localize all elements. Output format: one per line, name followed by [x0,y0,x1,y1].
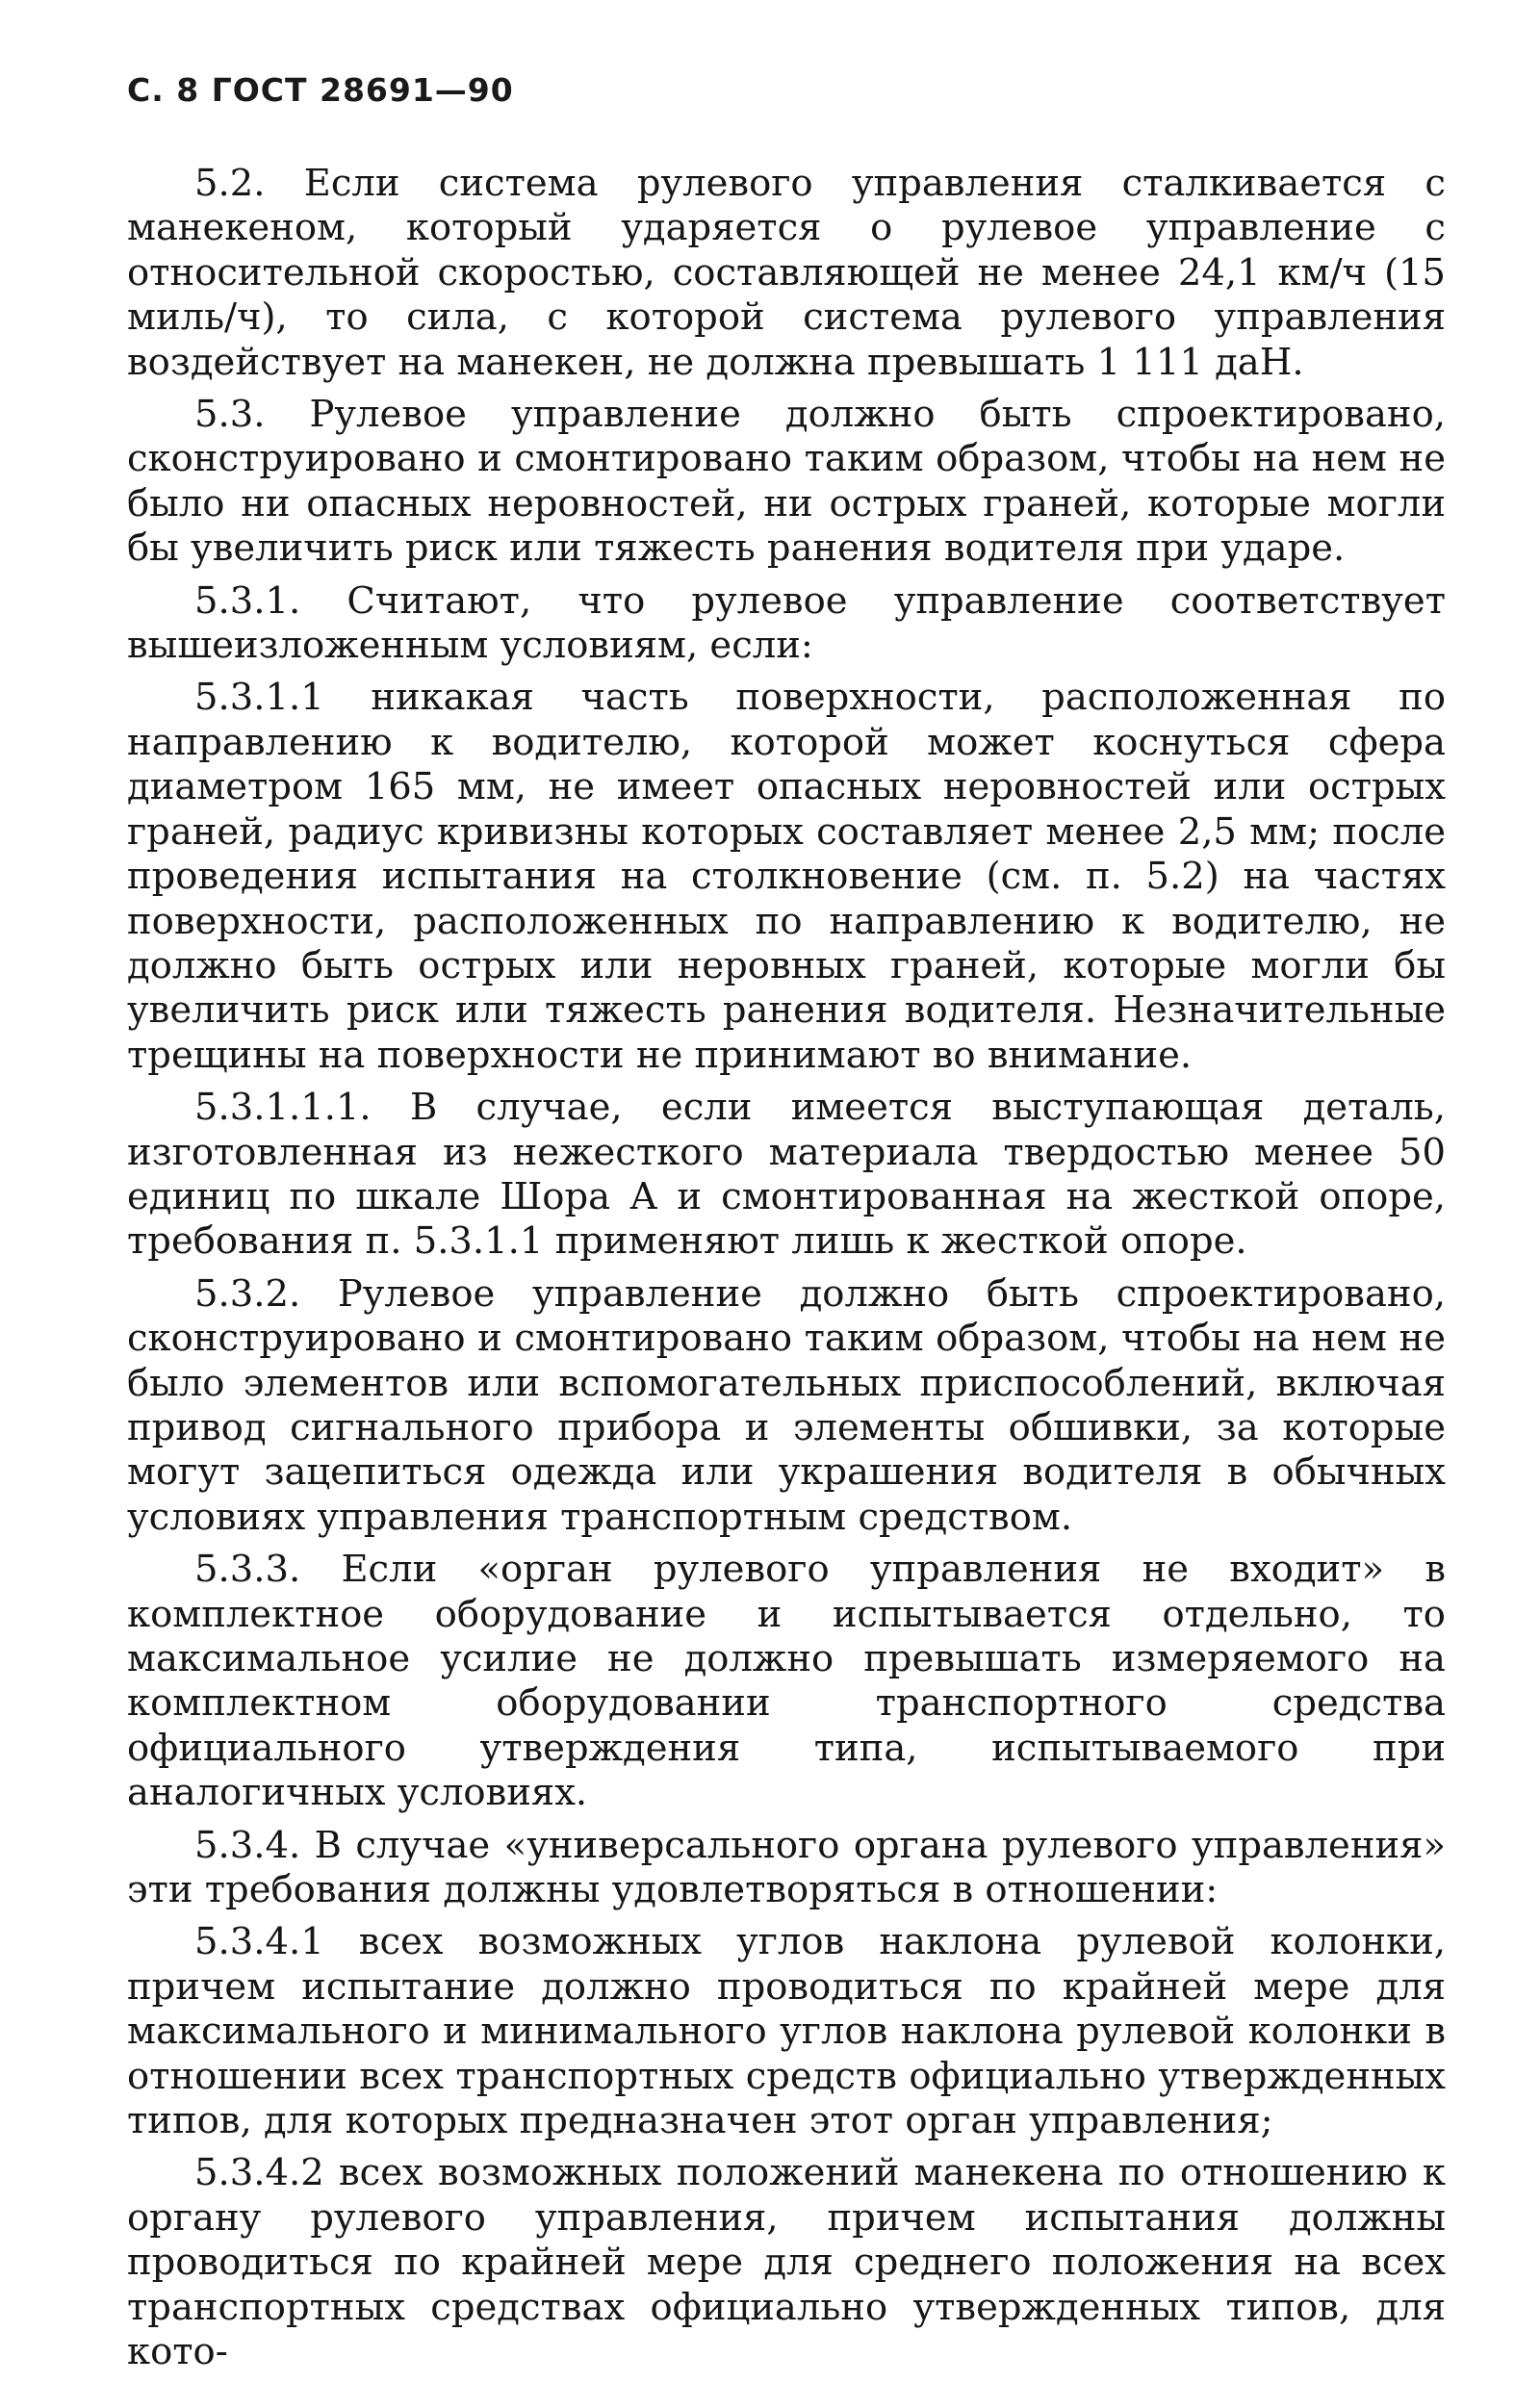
paragraph-5-3-1-1: 5.3.1.1 никакая часть поверхности, расположенная по направлению к водителю, которой может коснуться сфера диаметром 165 мм, не имеет опасных неровностей или острых граней, радиус кривизны которых составляет менее 2,5 мм; после проведения испытания на столкновение (см. п. 5.2) на частях поверхности, расположенных по направлению к водителю, не должно быть острых или неровных граней, которые могли бы увеличить риск или тяжесть ранения водителя. Незначительные трещины на поверхности не принимают во внимание. [127,676,1446,1077]
paragraph-5-3-1: 5.3.1. Считают, что рулевое управление соответствует вышеизложенным условиям, если: [127,578,1446,668]
paragraph-5-3-4: 5.3.4. В случае «универсального органа рулевого управления» эти требования должны удовлетворяться в отношении: [127,1823,1446,1912]
paragraph-5-2: 5.2. Если система рулевого управления сталкивается с манекеном, который ударяется о рулевое управление с относительной скоростью, составляющей не менее 24,1 км/ч (15 миль/ч), то сила, с которой система рулевого управления воздействует на манекен, не должна превышать 1 111 даН. [127,162,1446,384]
paragraph-5-3-3: 5.3.3. Если «орган рулевого управления не входит» в комплектное оборудование и испытывается отдельно, то максимальное усилие не должно превышать измеряемого на комплектном оборудовании транспортного средства официального утверждения типа, испытываемого при аналогичных условиях. [127,1548,1446,1815]
paragraph-5-3: 5.3. Рулевое управление должно быть спроектировано, сконструировано и смонтировано таким образом, чтобы на нем не было ни опасных неровностей, ни острых граней, которые могли бы увеличить риск или тяжесть ранения водителя при ударе. [127,393,1446,571]
paragraph-5-3-2: 5.3.2. Рулевое управление должно быть спроектировано, сконструировано и смонтировано таким образом, чтобы на нем не было элементов или вспомогательных приспособлений, включая привод сигнального прибора и элементы обшивки, за которые могут зацепиться одежда или украшения водителя в обычных условиях управления транспортным средством. [127,1271,1446,1539]
paragraph-5-3-4-2: 5.3.4.2 всех возможных положений манекена по отношению к органу рулевого управления, причем испытания должны проводиться по крайней мере для среднего положения на всех транспортных средствах официально утвержденных типов, для кото- [127,2151,1446,2374]
paragraph-5-3-4-1: 5.3.4.1 всех возможных углов наклона рулевой колонки, причем испытание должно проводиться по крайней мере для максимального и минимального углов наклона рулевой колонки в отношении всех транспортных средств официально утвержденных типов, для которых предназначен этот орган управления; [127,1920,1446,2143]
running-header: С. 8 ГОСТ 28691—90 [127,71,514,109]
paragraph-5-3-1-1-1: 5.3.1.1.1. В случае, если имеется выступающая деталь, изготовленная из нежесткого материала твердостью менее 50 единиц по шкале Шора А и смонтированная на жесткой опоре, требования п. 5.3.1.1 применяют лишь к жесткой опоре. [127,1086,1446,1264]
document-body [127,162,1446,2383]
